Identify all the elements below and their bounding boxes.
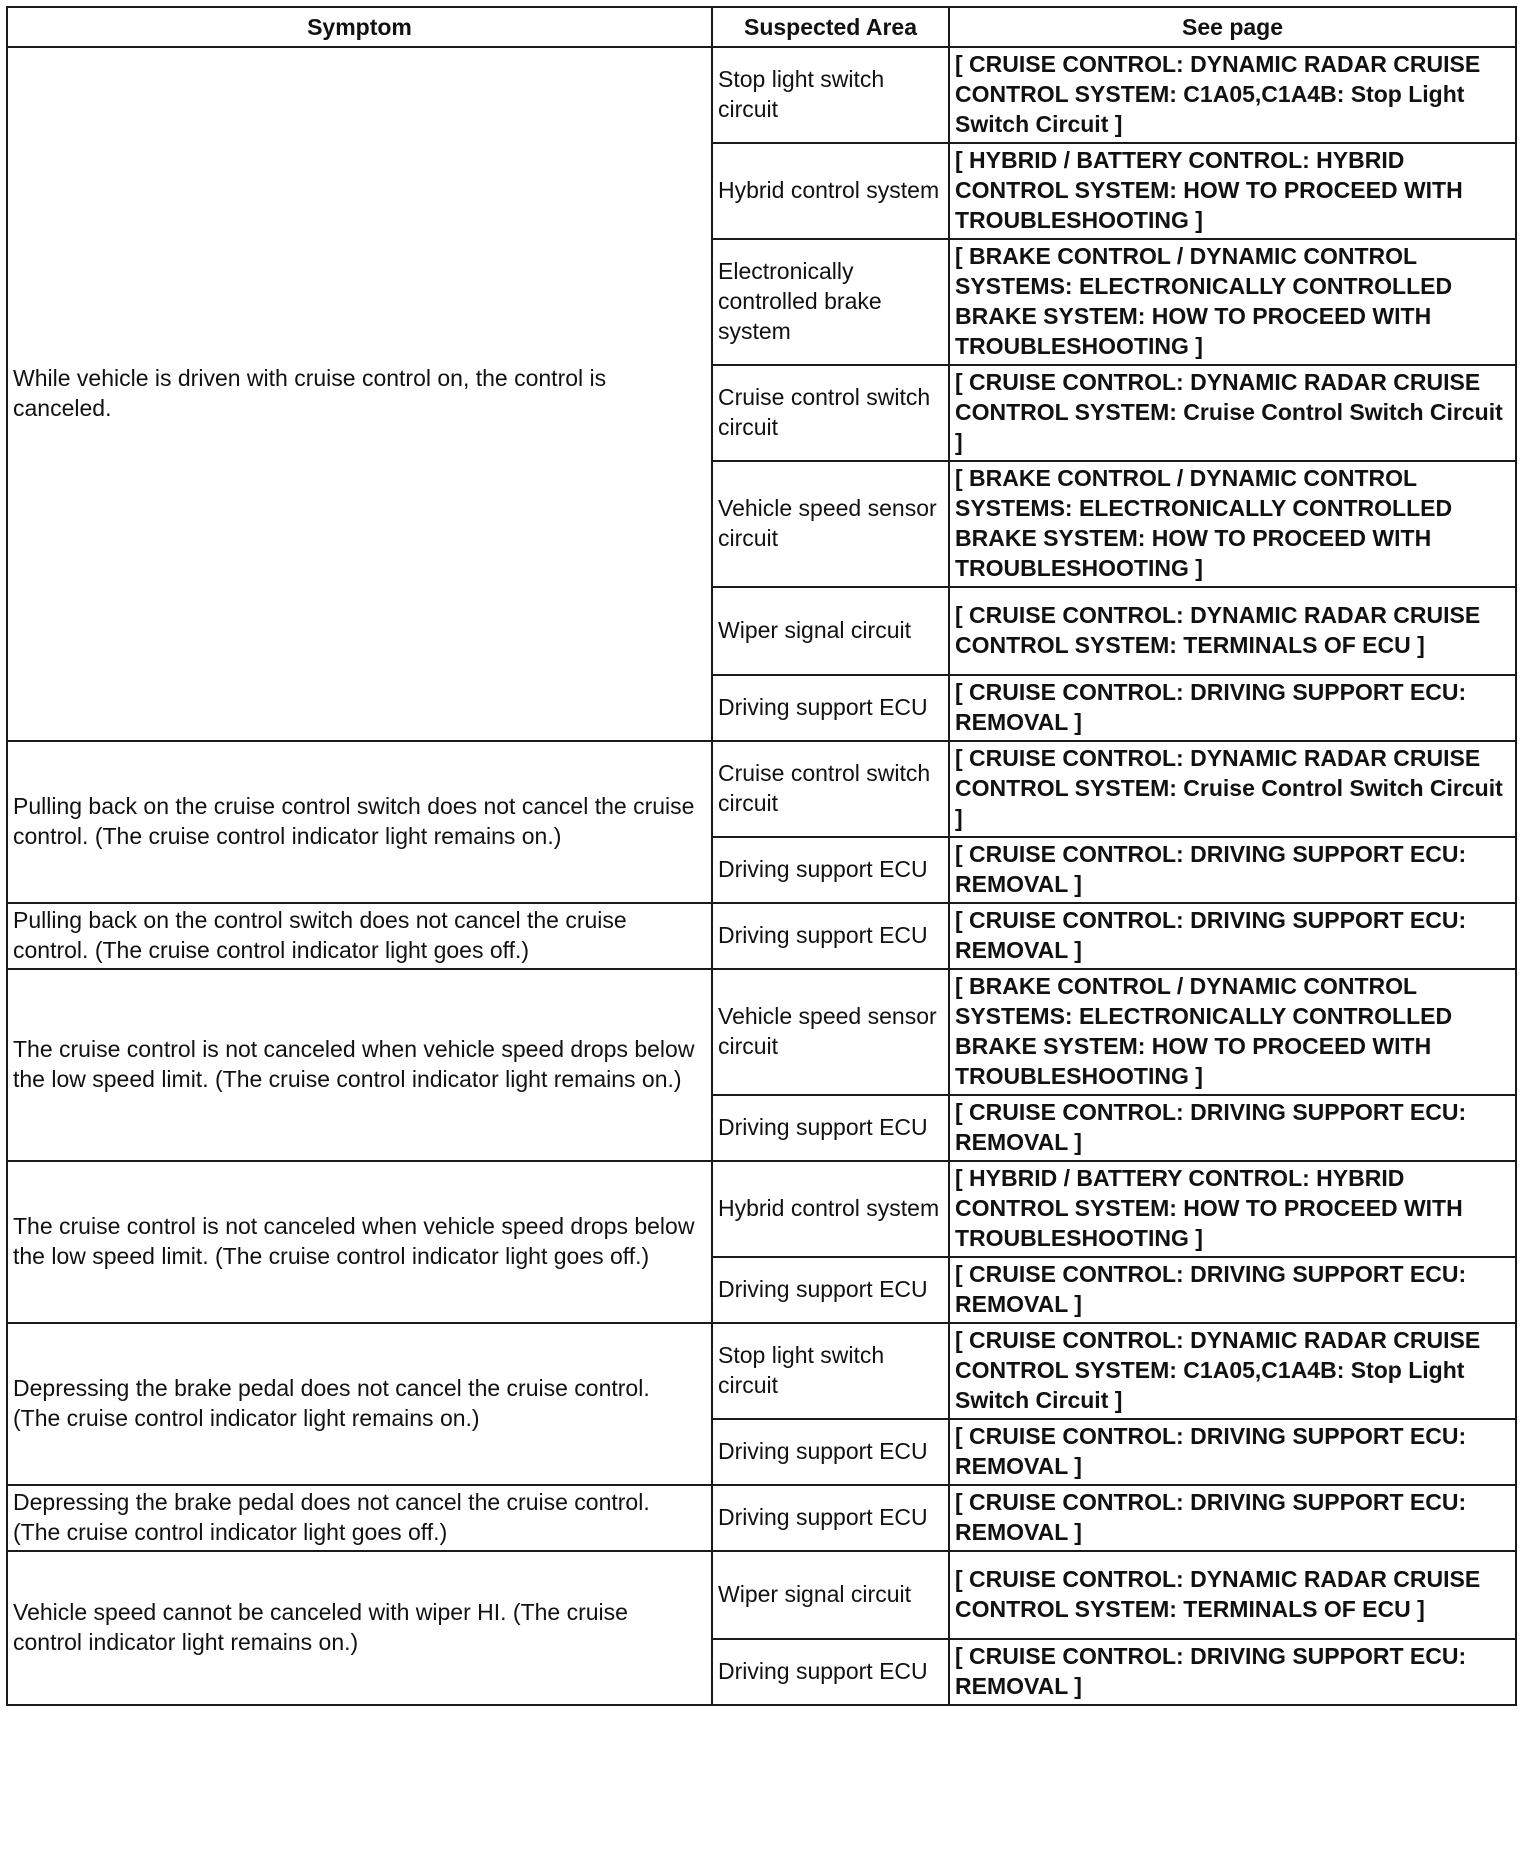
see-page-reference[interactable]: [ CRUISE CONTROL: DRIVING SUPPORT ECU: REMOVAL ]	[949, 1095, 1516, 1161]
symptom-cell: While vehicle is driven with cruise control on, the control is canceled.	[7, 47, 712, 741]
see-page-reference[interactable]: [ CRUISE CONTROL: DYNAMIC RADAR CRUISE CONTROL SYSTEM: C1A05,C1A4B: Stop Light Switch Circuit ]	[949, 47, 1516, 143]
column-header-symptom: Symptom	[7, 7, 712, 47]
symptom-cell: Vehicle speed cannot be canceled with wiper HI. (The cruise control indicator light remains on.)	[7, 1551, 712, 1705]
header-row	[7, 7, 1516, 47]
suspected-area-cell: Hybrid control system	[712, 143, 949, 239]
column-header-see-page: See page	[949, 7, 1516, 47]
see-page-reference[interactable]: [ CRUISE CONTROL: DYNAMIC RADAR CRUISE CONTROL SYSTEM: TERMINALS OF ECU ]	[949, 587, 1516, 675]
see-page-reference[interactable]: [ BRAKE CONTROL / DYNAMIC CONTROL SYSTEMS: ELECTRONICALLY CONTROLLED BRAKE SYSTEM: HOW TO PROCEED WITH TROUBLESHOOTING ]	[949, 969, 1516, 1095]
table-row	[7, 1551, 1516, 1639]
table-row	[7, 969, 1516, 1095]
table-row	[7, 903, 1516, 969]
see-page-reference[interactable]: [ CRUISE CONTROL: DYNAMIC RADAR CRUISE CONTROL SYSTEM: TERMINALS OF ECU ]	[949, 1551, 1516, 1639]
suspected-area-cell: Driving support ECU	[712, 675, 949, 741]
suspected-area-cell: Driving support ECU	[712, 903, 949, 969]
suspected-area-cell: Driving support ECU	[712, 1639, 949, 1705]
suspected-area-cell: Driving support ECU	[712, 1095, 949, 1161]
table-body	[7, 47, 1516, 1705]
column-header-suspected-area: Suspected Area	[712, 7, 949, 47]
see-page-reference[interactable]: [ HYBRID / BATTERY CONTROL: HYBRID CONTROL SYSTEM: HOW TO PROCEED WITH TROUBLESHOOTING ]	[949, 143, 1516, 239]
suspected-area-cell: Vehicle speed sensor circuit	[712, 461, 949, 587]
table-row	[7, 1485, 1516, 1551]
see-page-reference[interactable]: [ CRUISE CONTROL: DYNAMIC RADAR CRUISE CONTROL SYSTEM: Cruise Control Switch Circuit ]	[949, 741, 1516, 837]
suspected-area-cell: Wiper signal circuit	[712, 587, 949, 675]
suspected-area-cell: Driving support ECU	[712, 1485, 949, 1551]
see-page-reference[interactable]: [ BRAKE CONTROL / DYNAMIC CONTROL SYSTEMS: ELECTRONICALLY CONTROLLED BRAKE SYSTEM: HOW TO PROCEED WITH TROUBLESHOOTING ]	[949, 461, 1516, 587]
suspected-area-cell: Driving support ECU	[712, 837, 949, 903]
see-page-reference[interactable]: [ CRUISE CONTROL: DRIVING SUPPORT ECU: REMOVAL ]	[949, 903, 1516, 969]
table-row	[7, 47, 1516, 143]
see-page-reference[interactable]: [ BRAKE CONTROL / DYNAMIC CONTROL SYSTEMS: ELECTRONICALLY CONTROLLED BRAKE SYSTEM: HOW TO PROCEED WITH TROUBLESHOOTING ]	[949, 239, 1516, 365]
see-page-reference[interactable]: [ CRUISE CONTROL: DRIVING SUPPORT ECU: REMOVAL ]	[949, 1639, 1516, 1705]
symptom-cell: Depressing the brake pedal does not cancel the cruise control. (The cruise control indicator light remains on.)	[7, 1323, 712, 1485]
table-row	[7, 741, 1516, 837]
suspected-area-cell: Driving support ECU	[712, 1257, 949, 1323]
see-page-reference[interactable]: [ CRUISE CONTROL: DRIVING SUPPORT ECU: REMOVAL ]	[949, 837, 1516, 903]
troubleshooting-table	[6, 6, 1517, 1706]
suspected-area-cell: Electronically controlled brake system	[712, 239, 949, 365]
table-row	[7, 1161, 1516, 1257]
symptom-cell: Pulling back on the cruise control switch does not cancel the cruise control. (The cruise control indicator light remains on.)	[7, 741, 712, 903]
see-page-reference[interactable]: [ CRUISE CONTROL: DRIVING SUPPORT ECU: REMOVAL ]	[949, 1419, 1516, 1485]
table-row	[7, 1323, 1516, 1419]
see-page-reference[interactable]: [ CRUISE CONTROL: DRIVING SUPPORT ECU: REMOVAL ]	[949, 1485, 1516, 1551]
suspected-area-cell: Cruise control switch circuit	[712, 365, 949, 461]
suspected-area-cell: Vehicle speed sensor circuit	[712, 969, 949, 1095]
see-page-reference[interactable]: [ CRUISE CONTROL: DRIVING SUPPORT ECU: REMOVAL ]	[949, 675, 1516, 741]
suspected-area-cell: Hybrid control system	[712, 1161, 949, 1257]
suspected-area-cell: Wiper signal circuit	[712, 1551, 949, 1639]
symptom-cell: The cruise control is not canceled when vehicle speed drops below the low speed limit. (The cruise control indicator light goes off.)	[7, 1161, 712, 1323]
suspected-area-cell: Cruise control switch circuit	[712, 741, 949, 837]
suspected-area-cell: Stop light switch circuit	[712, 1323, 949, 1419]
symptom-cell: The cruise control is not canceled when vehicle speed drops below the low speed limit. (The cruise control indicator light remains on.)	[7, 969, 712, 1161]
symptom-cell: Pulling back on the control switch does not cancel the cruise control. (The cruise control indicator light goes off.)	[7, 903, 712, 969]
suspected-area-cell: Stop light switch circuit	[712, 47, 949, 143]
see-page-reference[interactable]: [ CRUISE CONTROL: DRIVING SUPPORT ECU: REMOVAL ]	[949, 1257, 1516, 1323]
see-page-reference[interactable]: [ HYBRID / BATTERY CONTROL: HYBRID CONTROL SYSTEM: HOW TO PROCEED WITH TROUBLESHOOTING ]	[949, 1161, 1516, 1257]
see-page-reference[interactable]: [ CRUISE CONTROL: DYNAMIC RADAR CRUISE CONTROL SYSTEM: Cruise Control Switch Circuit ]	[949, 365, 1516, 461]
symptom-cell: Depressing the brake pedal does not cancel the cruise control. (The cruise control indicator light goes off.)	[7, 1485, 712, 1551]
see-page-reference[interactable]: [ CRUISE CONTROL: DYNAMIC RADAR CRUISE CONTROL SYSTEM: C1A05,C1A4B: Stop Light Switch Circuit ]	[949, 1323, 1516, 1419]
suspected-area-cell: Driving support ECU	[712, 1419, 949, 1485]
